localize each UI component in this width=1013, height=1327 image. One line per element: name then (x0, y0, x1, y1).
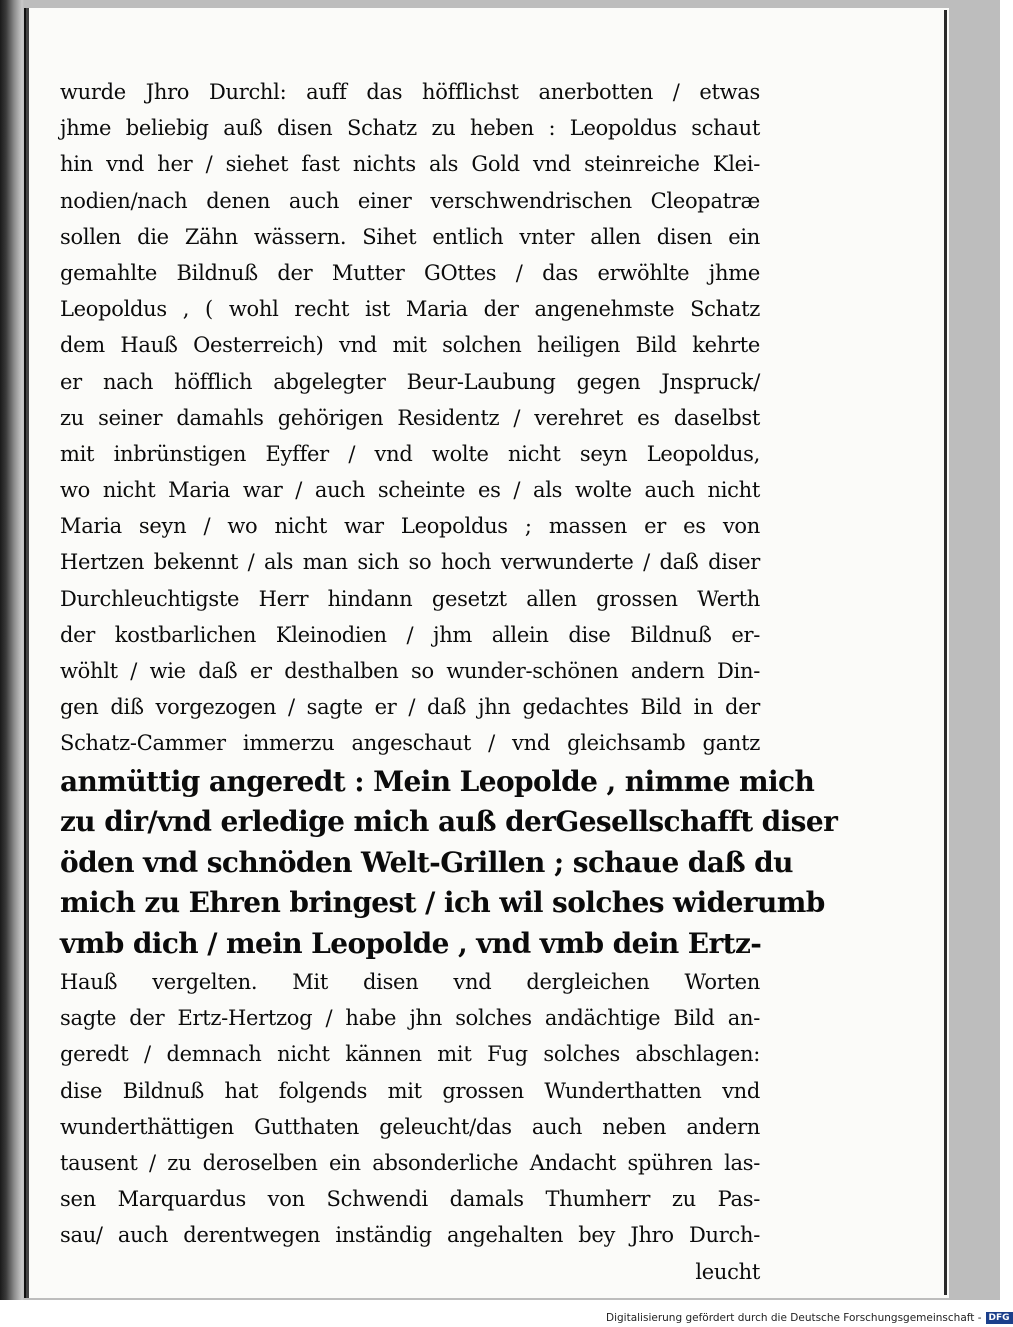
text-line-2: jhme beliebig auß disen Schatz zu heben : Leopoldus schaut (60, 116, 760, 141)
text-line-30: tausent / zu deroselben ein absonderliche Andacht spühren las- (60, 1151, 760, 1175)
page-text (60, 74, 838, 1290)
text-line-6: gemahlte Bildnuß der Mutter GOttes / das erwöhlte jhme (60, 260, 760, 285)
text-line-18: gen diß vorgezogen / sagte er / daß jhn gedachtes Bild in der (60, 695, 760, 720)
text-line-25: Hauß vergelten. Mit disen vnd dergleichen Worten (60, 970, 760, 995)
text-line-4: nodien/nach denen auch einer verschwendrischen Cleopatræ (60, 188, 760, 213)
text-line-10: zu seiner damahls gehörigen Residentz / verehret es daselbst (60, 405, 760, 430)
text-line-1: wurde Jhro Durchl: auff das höfflichst anerbotten / etwas (60, 80, 760, 104)
text-line-27: geredt / demnach nicht kännen mit Fug solches abschlagen: (60, 1042, 760, 1067)
catchword: leucht (695, 1259, 760, 1284)
footer-text: Digitalisierung gefördert durch die Deutsche Forschungsgemeinschaft - (606, 1312, 982, 1324)
text-line-20: anmüttig angeredt : Mein Leopolde , nimme mich (60, 764, 815, 798)
text-line-31: sen Marquardus von Schwendi damals Thumherr zu Pas- (60, 1187, 760, 1212)
page-edge (944, 10, 947, 1295)
text-line-13: Maria seyn / wo nicht war Leopoldus ; massen er es von (60, 514, 760, 539)
text-line-24: vmb dich / mein Leopolde , vnd vmb dein Ertz- (60, 926, 762, 960)
text-line-32: sau/ auch derentwegen inständig angehalten bey Jhro Durch- (60, 1223, 760, 1248)
text-line-15: Durchleuchtigste Herr hindann gesetzt allen grossen Werth (60, 586, 760, 611)
book-page (24, 8, 949, 1298)
text-line-22: öden vnd schnöden Welt-Grillen ; schaue daß du (60, 845, 793, 879)
text-line-11: mit inbrünstigen Eyffer / vnd wolte nicht seyn Leopoldus, (60, 441, 760, 466)
digitization-footer (606, 1312, 1013, 1324)
text-line-5: sollen die Zähn wässern. Sihet entlich vnter allen disen ein (60, 224, 760, 249)
dfg-logo-icon: DFG (986, 1312, 1013, 1324)
text-line-3: hin vnd her / siehet fast nichts als Gold vnd steinreiche Klei- (60, 152, 760, 177)
text-line-23: mich zu Ehren bringest / ich wil solches widerumb (60, 886, 825, 920)
text-line-21: zu dir/vnd erledige mich auß derGesellschafft diser (60, 805, 838, 839)
text-line-12: wo nicht Maria war / auch scheinte es / als wolte auch nicht (60, 478, 760, 503)
text-line-16: der kostbarlichen Kleinodien / jhm allein dise Bildnuß er- (60, 622, 760, 647)
text-line-26: sagte der Ertz-Hertzog / habe jhn solches andächtige Bild an- (60, 1006, 760, 1031)
text-line-28: dise Bildnuß hat folgends mit grossen Wunderthatten vnd (60, 1078, 760, 1103)
text-line-14: Hertzen bekennt / als man sich so hoch verwunderte / daß diser (60, 550, 760, 575)
text-line-29: wunderthättigen Gutthaten geleucht/das auch neben andern (60, 1114, 760, 1139)
text-line-17: wöhlt / wie daß er desthalben so wunder-schönen andern Din- (60, 659, 760, 683)
text-line-7: Leopoldus , ( wohl recht ist Maria der angenehmste Schatz (60, 297, 760, 322)
text-line-19: Schatz-Cammer immerzu angeschaut / vnd gleichsamb gantz (60, 731, 760, 756)
text-line-8: dem Hauß Oesterreich) vnd mit solchen heiligen Bild kehrte (60, 333, 760, 358)
text-line-9: er nach höfflich abgelegter Beur-Laubung gegen Jnspruck/ (60, 369, 760, 394)
